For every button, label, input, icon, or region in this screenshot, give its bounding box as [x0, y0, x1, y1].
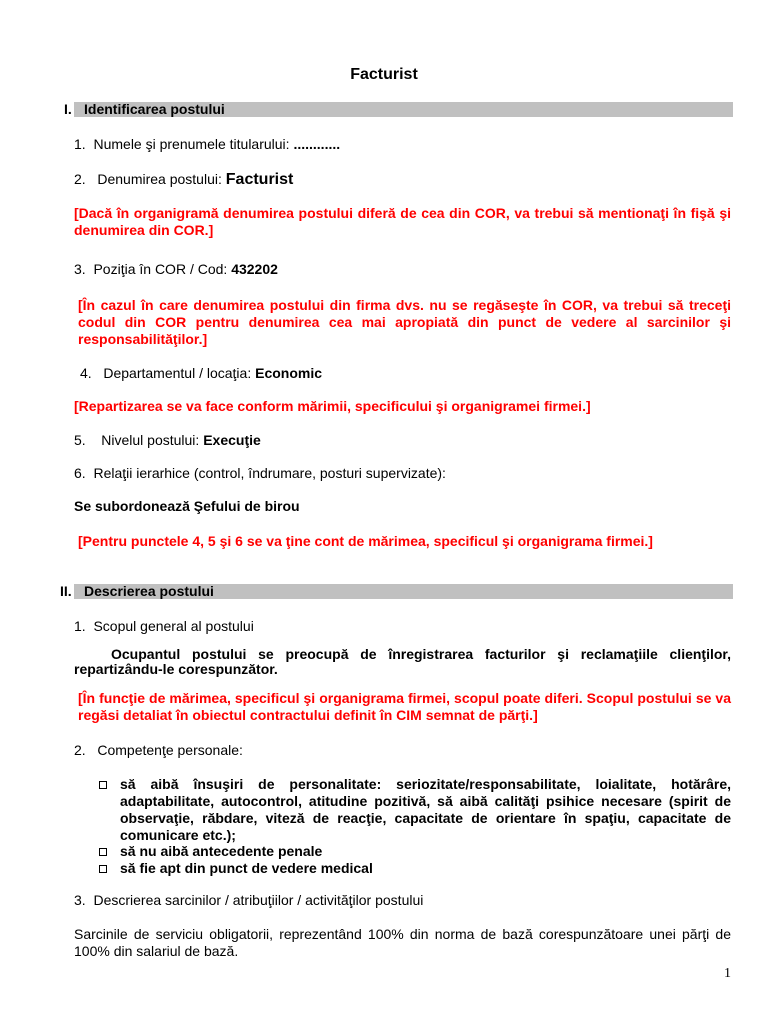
item-label: Nivelul postului:	[101, 432, 200, 448]
list-item: să nu aibă antecedente penale	[120, 843, 323, 859]
list-item-name	[74, 135, 340, 153]
list-item-purpose	[74, 617, 254, 635]
item-number: 1.	[74, 136, 86, 152]
item-label: Denumirea postului:	[97, 171, 222, 187]
page-title: Facturist	[350, 66, 418, 83]
item-number: 5.	[74, 432, 86, 448]
item-value: 432202	[231, 261, 278, 277]
list-item-position-name	[74, 170, 293, 189]
tasks-intro-text: Sarcinile de serviciu obligatorii, reprezentând 100% din norma de bază corespunzătoare unei părţi de 100% din salariul de bază.	[74, 926, 731, 959]
section-title: Identificarea postului	[84, 101, 225, 117]
item-value: ............	[293, 136, 341, 152]
item-number: 4.	[80, 365, 92, 381]
instruction-note: [În funcţie de mărimea, specificul şi organigrama firmei, scopul poate diferi. Scopul postului se va regăsi detaliat în obiectul contractului definit în CIM semnat de părţi.]	[78, 690, 731, 723]
item-number: 2.	[74, 742, 86, 758]
item-label: Scopul general al postului	[93, 618, 254, 634]
list-item-tasks	[74, 891, 423, 909]
item-label: Descrierea sarcinilor / atribuţiilor / activităţilor postului	[93, 892, 424, 908]
instruction-note: [Dacă în organigramă denumirea postului diferă de cea din COR, va trebui să mentionaţi în fişă şi denumirea din COR.]	[74, 205, 731, 238]
item-number: 2.	[74, 171, 86, 187]
item-number: 6.	[74, 465, 86, 481]
list-item-level	[74, 431, 261, 449]
list-item-department	[80, 364, 322, 382]
item-value: Economic	[255, 365, 323, 381]
item-number: 3.	[74, 892, 86, 908]
item-value: Execuţie	[203, 432, 261, 448]
list-item-cor-code	[74, 260, 278, 278]
page-number: 1	[724, 966, 731, 981]
item-number: 1.	[74, 618, 86, 634]
bullet-icon	[99, 865, 107, 873]
item-label: Poziţia în COR / Cod:	[93, 261, 228, 277]
subordination-text: Se subordonează Şefului de birou	[74, 498, 300, 514]
bullet-icon	[99, 848, 107, 856]
instruction-note: [Pentru punctele 4, 5 şi 6 se va ţine cont de mărimea, specificul şi organigrama firmei.]	[78, 533, 653, 549]
section-title: Descrierea postului	[84, 583, 214, 599]
list-item-competences	[74, 741, 243, 759]
purpose-text: Ocupantul postului se preocupă de înregistrarea facturilor şi reclamaţiile clienţilor, repartizându-le corespunzător.	[74, 646, 731, 677]
bullet-icon	[99, 781, 107, 789]
section-number: I.	[64, 101, 72, 117]
item-label: Departamentul / locaţia:	[103, 365, 252, 381]
instruction-note: [În cazul în care denumirea postului din firma dvs. nu se regăseşte în COR, va trebui să treceţi codul din COR pentru denumirea cea mai apropiată din punct de vedere al sarcinilor şi responsabilităţilor.]	[78, 297, 731, 347]
instruction-note: [Repartizarea se va face conform mărimii, specificului şi organigramei firmei.]	[74, 398, 591, 414]
list-item-relations	[74, 464, 446, 482]
section-number: II.	[60, 583, 72, 599]
list-item: să aibă însuşiri de personalitate: seriozitate/responsabilitate, loialitate, hotărâre, adaptabilitate, autocontrol, atitudine pozitivă, să aibă calităţi psihice necesare (spirit de observaţie, răbdare, viteză de reacţie, capacitate de orientare în spaţiu, capacitate de comunicare etc.);	[120, 776, 731, 843]
item-number: 3.	[74, 261, 86, 277]
list-item: să fie apt din punct de vedere medical	[120, 860, 373, 876]
item-label: Numele şi prenumele titularului:	[93, 136, 290, 152]
item-value: Facturist	[225, 171, 294, 188]
item-label: Competenţe personale:	[97, 742, 243, 758]
item-label: Relaţii ierarhice (control, îndrumare, posturi supervizate):	[93, 465, 446, 481]
